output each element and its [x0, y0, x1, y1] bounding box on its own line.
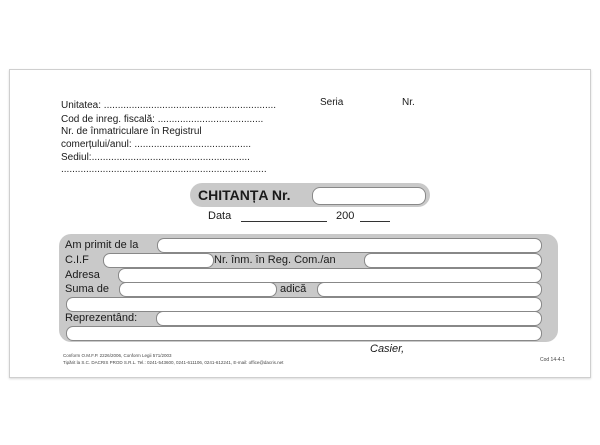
nr-inmatriculare-label: Nr. de înmatriculare în Registrul [61, 126, 202, 137]
nr-inm-label: Nr. înm. în Reg. Com./an [214, 254, 336, 266]
adresa-field[interactable] [118, 268, 542, 283]
year-label: 200 [336, 210, 355, 222]
nr-label: Nr. [402, 97, 415, 108]
reprezentand-label: Reprezentând: [65, 312, 138, 324]
comertului-field: comerțului/anul: .......................................... [61, 139, 252, 150]
suma-label: Suma de [65, 283, 110, 295]
reprezentand-field[interactable] [156, 311, 542, 326]
unitatea-field: Unitatea: .............................................................. [61, 100, 277, 111]
date-line[interactable] [241, 221, 327, 222]
cif-field[interactable] [103, 253, 214, 268]
adica-label: adică [280, 283, 307, 295]
am-primit-label: Am primit de la [65, 239, 139, 251]
form-code: Cod 14-4-1 [540, 357, 566, 363]
receipt-document [9, 69, 591, 378]
cod-fiscal-field: Cod de inreg. fiscală: ...................................... [61, 114, 264, 125]
adica-field[interactable] [317, 282, 542, 297]
seria-label: Seria [320, 97, 344, 108]
data-label: Data [208, 210, 232, 222]
year-line[interactable] [360, 221, 390, 222]
continuation-field[interactable] [66, 297, 542, 312]
casier-label: Casier, [370, 343, 405, 355]
suma-field[interactable] [119, 282, 277, 297]
page-title: CHITANȚA Nr. [198, 187, 291, 203]
nr-inm-field[interactable] [364, 253, 542, 268]
receipt-number-field[interactable] [312, 187, 426, 205]
legal-note-1: Conform O.M.F.P. 2226/2006, Conform Legii 571/2003 [63, 353, 172, 358]
am-primit-field[interactable] [157, 238, 542, 253]
dotted-line: .......................................................................... [61, 164, 267, 175]
reprezentand-continuation-field[interactable] [66, 326, 542, 341]
sediul-field: Sediul:......................................................... [61, 152, 250, 163]
legal-note-2: Tipărit la S.C. DACRIS PROD S.R.L. Tel.: 0241-543600, 0241-611106, 0241-612241, E-mail: office@dacris.net [63, 360, 284, 365]
adresa-label: Adresa [65, 269, 100, 281]
cif-label: C.I.F [65, 254, 89, 266]
